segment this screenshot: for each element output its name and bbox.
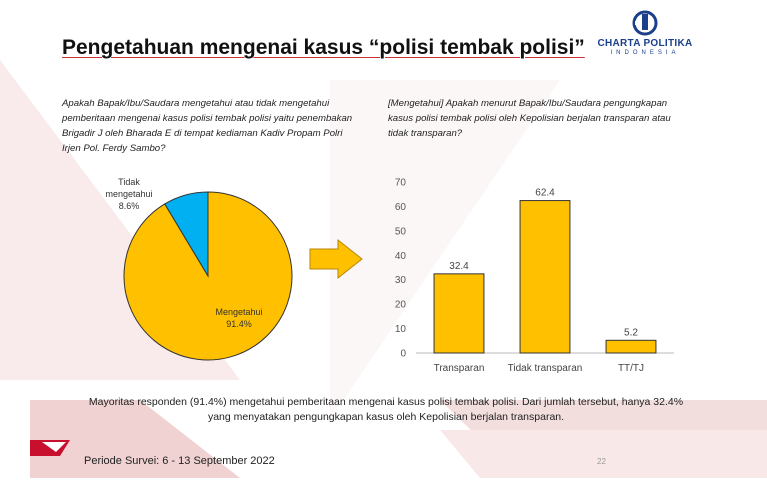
question-right: [Mengetahui] Apakah menurut Bapak/Ibu/Saudara pengungkapan kasus polisi tembak polisi oleh Kepolisian berjalan transparan atau tidak transparan? bbox=[388, 98, 671, 139]
logo-subtitle: INDONESIA bbox=[610, 50, 680, 56]
pie-label-line: 8.6% bbox=[118, 201, 140, 211]
x-category-label: Tidak transparan bbox=[507, 363, 583, 374]
survey-period: Periode Survei: 6 - 13 September 2022 bbox=[84, 455, 275, 467]
bar-tt-tj bbox=[606, 340, 656, 353]
bar-chart bbox=[372, 170, 682, 380]
slide-title: Pengetahuan mengenai kasus “polisi tembak polisi” bbox=[62, 36, 585, 59]
bar-tidak-transparan bbox=[520, 201, 570, 353]
pie-label-line: 91.4% bbox=[226, 319, 252, 329]
page-number: 22 bbox=[597, 457, 606, 466]
pie-label-mengetahui bbox=[204, 306, 274, 330]
charta-politika-logo bbox=[585, 10, 705, 58]
bar-transparan bbox=[434, 274, 484, 353]
bar-value-label: 62.4 bbox=[535, 187, 555, 199]
question-left: Apakah Bapak/Ibu/Saudara mengetahui atau tidak mengetahui pemberitaan mengenai kasus polisi tembak polisi yaitu penembakan Brigadir J oleh Bharada E di tempat kediaman Kadiv Propam Polri Irjen Pol. Ferdy Sambo? bbox=[62, 98, 353, 154]
y-tick-label: 30 bbox=[394, 275, 406, 287]
logo-mark-icon bbox=[585, 10, 705, 38]
pie-chart-svg bbox=[118, 186, 298, 366]
pie-label-tidak-mengetahui bbox=[98, 176, 160, 212]
x-category-label: Transparan bbox=[433, 363, 485, 374]
logo-name: CHARTA POLITIKA bbox=[597, 38, 693, 49]
y-tick-label: 10 bbox=[394, 324, 406, 336]
right-arrow-icon bbox=[308, 238, 364, 280]
pie-label-line: mengetahui bbox=[105, 189, 153, 199]
bar-value-label: 5.2 bbox=[624, 327, 638, 339]
y-tick-label: 20 bbox=[394, 299, 406, 311]
y-tick-label: 0 bbox=[400, 348, 406, 360]
y-tick-label: 50 bbox=[394, 226, 406, 238]
x-category-label: TT/TJ bbox=[617, 363, 645, 374]
y-tick-label: 40 bbox=[394, 250, 406, 262]
y-tick-label: 70 bbox=[394, 177, 406, 189]
bar-value-label: 32.4 bbox=[449, 260, 469, 272]
pie-chart bbox=[118, 186, 298, 366]
summary-text: Mayoritas responden (91.4%) mengetahui pemberitaan mengenai kasus polisi tembak polisi. Dari jumlah tersebut, hanya 32.4% yang menyatakan pengungkapan kasus oleh Kepolisian berjalan transparan. bbox=[88, 396, 684, 423]
pie-label-line: Mengetahui bbox=[215, 307, 263, 317]
y-tick-label: 60 bbox=[394, 201, 406, 213]
pie-label-line: Tidak bbox=[118, 177, 140, 187]
